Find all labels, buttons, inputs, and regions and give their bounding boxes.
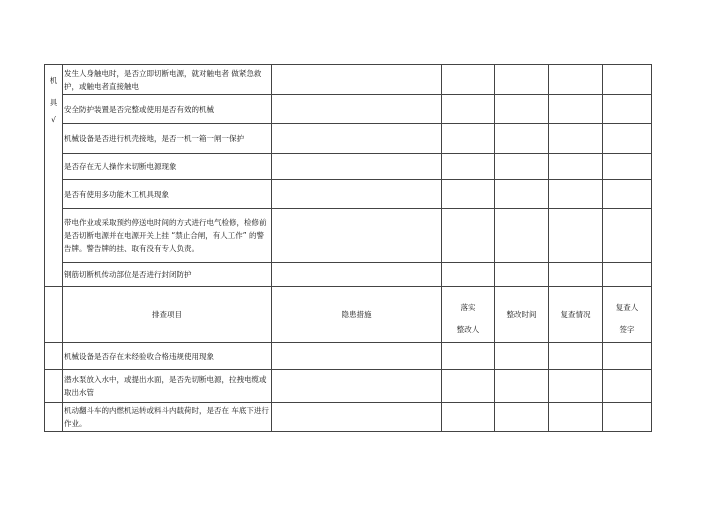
- table-row: [45, 403, 652, 432]
- person-cell[interactable]: [442, 95, 495, 124]
- item-cell: [63, 209, 272, 263]
- table-row: [45, 343, 652, 370]
- item-cell-text: 机械设备是否存在未经验收合格违规使用现象: [64, 351, 214, 361]
- table-row: [45, 180, 652, 209]
- item-cell: [63, 65, 272, 95]
- sign-cell[interactable]: [603, 403, 652, 432]
- person-cell[interactable]: [442, 263, 495, 287]
- table-row: [45, 263, 652, 287]
- header-sign-line2: 签字: [619, 325, 635, 334]
- item-cell-text: 安全防护装置是否完整或使用是否有效的机械: [64, 104, 214, 114]
- measure-cell[interactable]: [272, 95, 442, 124]
- measure-cell[interactable]: [272, 154, 442, 180]
- person-cell[interactable]: [442, 370, 495, 403]
- time-cell[interactable]: [495, 263, 549, 287]
- measure-cell[interactable]: [272, 403, 442, 432]
- table-row: [45, 65, 652, 95]
- sign-cell[interactable]: [603, 370, 652, 403]
- review-cell[interactable]: [549, 180, 603, 209]
- header-person-line1: 落实: [460, 303, 476, 312]
- item-cell-text: 是否存在无人操作未切断电源现象: [64, 162, 177, 171]
- measure-cell[interactable]: [272, 65, 442, 95]
- header-item-text: 排查项目: [152, 310, 182, 319]
- table-row: [45, 209, 652, 263]
- review-cell[interactable]: [549, 403, 603, 432]
- item-cell-text: 带电作业或采取预约停送电时间的方式进行电气检修，检修前是否切断电源并在电源开关上挂 “禁止合闸，有人工作” 的警告牌。警告牌的挂、取有没有专人负责。: [64, 218, 267, 253]
- header-person: [442, 287, 495, 343]
- sign-cell[interactable]: [603, 180, 652, 209]
- table-row: [45, 95, 652, 124]
- item-cell-text: 发生人身触电时，是否立即切断电源，就对触电者 做紧急救护，或触电者直接触电: [64, 68, 262, 91]
- time-cell[interactable]: [495, 403, 549, 432]
- header-review-text: 复查情况: [560, 310, 591, 319]
- header-measure-text: 隐患措施: [341, 310, 372, 319]
- time-cell[interactable]: [495, 370, 549, 403]
- measure-cell[interactable]: [272, 209, 442, 263]
- time-cell[interactable]: [495, 95, 549, 124]
- time-cell[interactable]: [495, 209, 549, 263]
- review-cell[interactable]: [549, 209, 603, 263]
- item-cell: [63, 95, 272, 124]
- header-person-line2: 整改人: [456, 325, 480, 334]
- table-row: [45, 370, 652, 403]
- person-cell[interactable]: [442, 65, 495, 95]
- item-cell: [63, 180, 272, 209]
- time-cell[interactable]: [495, 124, 549, 154]
- person-cell[interactable]: [442, 403, 495, 432]
- person-cell[interactable]: [442, 124, 495, 154]
- review-cell[interactable]: [549, 65, 603, 95]
- sign-cell[interactable]: [603, 209, 652, 263]
- item-cell-text: 是否有使用多功能木工机具现象: [64, 189, 169, 199]
- item-cell: [63, 370, 272, 403]
- section-char-1: 机: [49, 76, 58, 85]
- sign-cell[interactable]: [603, 263, 652, 287]
- person-cell[interactable]: [442, 180, 495, 209]
- inspection-table: [44, 64, 652, 432]
- review-cell[interactable]: [549, 95, 603, 124]
- item-cell-text: 钢筋切断机传动部位是否进行封闭防护: [64, 270, 192, 279]
- table-row: [45, 124, 652, 154]
- header-blank: [45, 287, 63, 343]
- section-char-2: 具: [49, 98, 58, 107]
- person-cell[interactable]: [442, 154, 495, 180]
- section-char-3: √: [51, 115, 56, 124]
- review-cell[interactable]: [549, 154, 603, 180]
- item-cell: [63, 263, 272, 287]
- review-cell[interactable]: [549, 370, 603, 403]
- item-cell: [63, 124, 272, 154]
- item-cell: [63, 403, 272, 432]
- header-row: [45, 287, 652, 343]
- measure-cell[interactable]: [272, 370, 442, 403]
- measure-cell[interactable]: [272, 263, 442, 287]
- sign-cell[interactable]: [603, 95, 652, 124]
- time-cell[interactable]: [495, 154, 549, 180]
- header-review: [549, 287, 603, 343]
- time-cell[interactable]: [495, 65, 549, 95]
- review-cell[interactable]: [549, 263, 603, 287]
- item-cell-text: 潜水泵放入水中，或提出水面，是否先切断电源，拉拽电缆或取出水管: [64, 375, 267, 397]
- header-sign-line1: 复查人: [615, 303, 639, 312]
- header-item: [63, 287, 272, 343]
- review-cell[interactable]: [549, 124, 603, 154]
- sign-cell[interactable]: [603, 343, 652, 370]
- person-cell[interactable]: [442, 343, 495, 370]
- section-blank: [45, 403, 63, 432]
- time-cell[interactable]: [495, 343, 549, 370]
- header-measure: [272, 287, 442, 343]
- sign-cell[interactable]: [603, 65, 652, 95]
- header-time-text: 整改时间: [506, 310, 537, 319]
- measure-cell[interactable]: [272, 343, 442, 370]
- section-label: [45, 65, 63, 287]
- item-cell-text: 机械设备是否进行机壳接地，是否一机一箱一闸一保护: [64, 134, 244, 143]
- measure-cell[interactable]: [272, 180, 442, 209]
- section-blank: [45, 343, 63, 370]
- table-row: [45, 154, 652, 180]
- person-cell[interactable]: [442, 209, 495, 263]
- time-cell[interactable]: [495, 180, 549, 209]
- sign-cell[interactable]: [603, 124, 652, 154]
- sign-cell[interactable]: [603, 154, 652, 180]
- review-cell[interactable]: [549, 343, 603, 370]
- item-cell: [63, 154, 272, 180]
- measure-cell[interactable]: [272, 124, 442, 154]
- item-cell: [63, 343, 272, 370]
- item-cell-text: 机动翻斗车的内燃机运转或料斗内载荷时，是否在 车底下进行作业。: [64, 406, 269, 428]
- section-blank: [45, 370, 63, 403]
- header-time: [495, 287, 549, 343]
- header-sign: [603, 287, 652, 343]
